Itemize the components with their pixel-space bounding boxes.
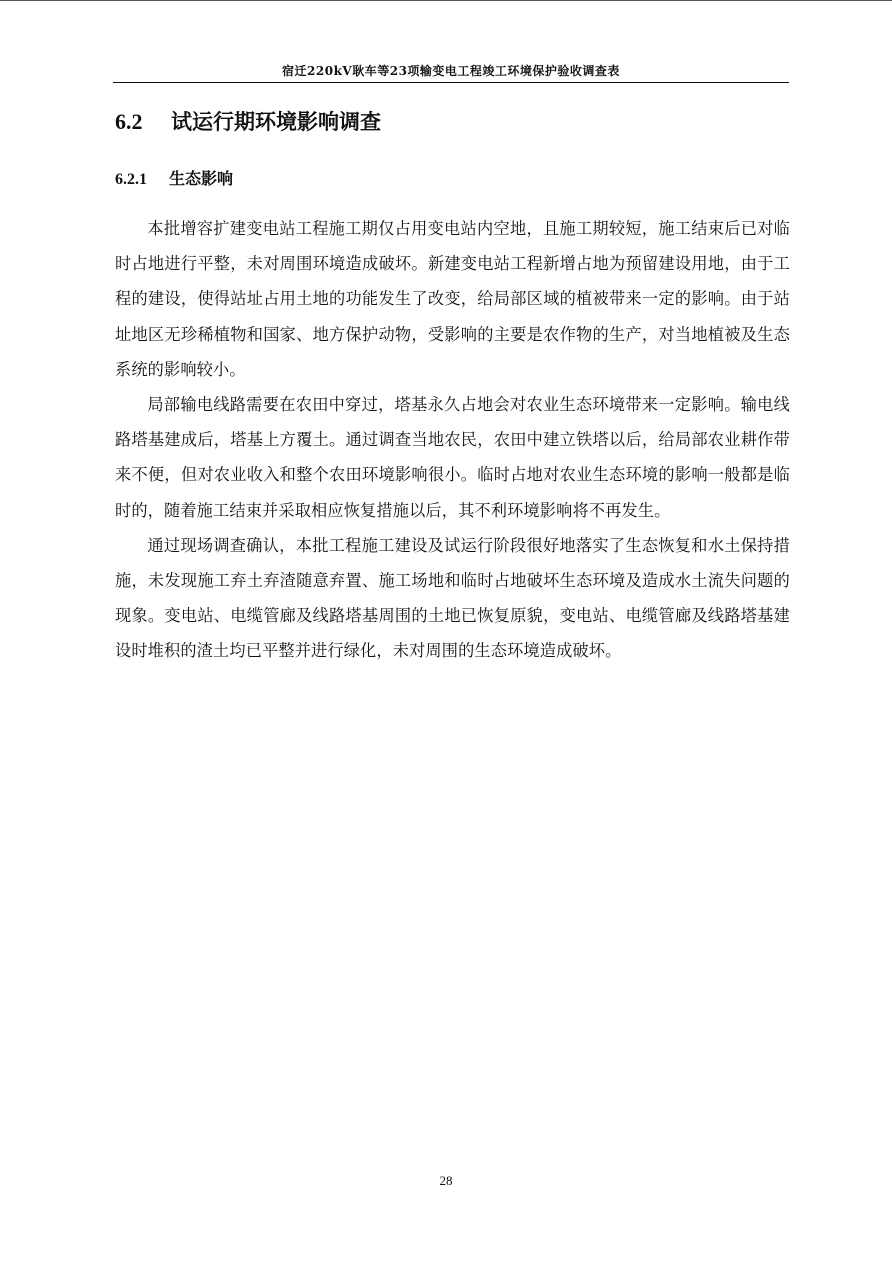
body-text [115, 211, 790, 669]
paragraph: 通过现场调查确认，本批工程施工建设及试运行阶段很好地落实了生态恢复和水土保持措施，未发现施工弃土弃渣随意弃置、施工场地和临时占地破坏生态环境及造成水土流失问题的现象。变电站、电缆管廊及线路塔基周围的土地已恢复原貌，变电站、电缆管廊及线路塔基建设时堆积的渣土均已平整并进行绿化，未对周围的生态环境造成破坏。 [115, 535, 790, 661]
subsection-title: 生态影响 [169, 169, 234, 188]
subsection-heading [115, 168, 233, 191]
section-title: 试运行期环境影响调查 [171, 109, 381, 134]
paragraph: 本批增容扩建变电站工程施工期仅占用变电站内空地，且施工期较短，施工结束后已对临时占地进行平整，未对周围环境造成破坏。新建变电站工程新增占地为预留建设用地，由于工程的建设，使得站址占用土地的功能发生了改变，给局部区域的植被带来一定的影响。由于站址地区无珍稀植物和国家、地方保护动物，受影响的主要是农作物的生产，对当地植被及生态系统的影响较小。 [115, 219, 790, 379]
subsection-number: 6.2.1 [115, 171, 147, 188]
paragraph: 局部输电线路需要在农田中穿过，塔基永久占地会对农业生态环境带来一定影响。输电线路塔基建成后，塔基上方覆土。通过调查当地农民，农田中建立铁塔以后，给局部农业耕作带来不便，但对农业收入和整个农田环境影响很小。临时占地对农业生态环境的影响一般都是临时的，随着施工结束并采取相应恢复措施以后，其不利环境影响将不再发生。 [115, 395, 790, 520]
header-rule [113, 82, 789, 83]
section-heading [115, 108, 381, 136]
page-number: 28 [439, 1173, 453, 1188]
running-header: 宿迁220kV耿车等23项输变电工程竣工环境保护验收调查表 [282, 64, 620, 78]
section-number: 6.2 [115, 109, 143, 134]
page-top-border [0, 0, 892, 1]
